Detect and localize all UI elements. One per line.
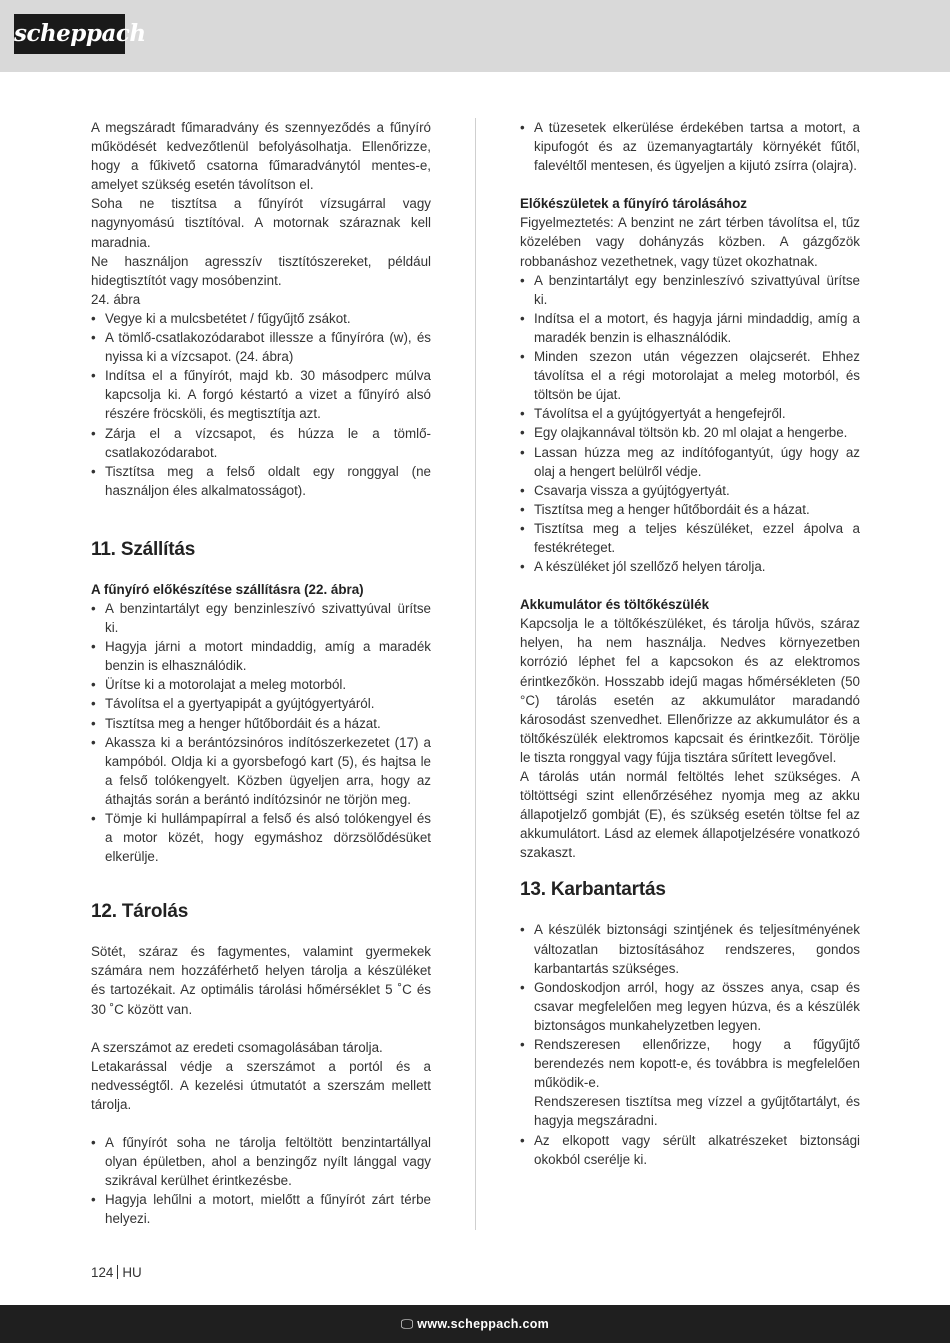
monitor-icon: 🖵	[400, 1317, 414, 1331]
list-item: • Indítsa el a motort, és hagyja járni mindaddig, amíg a maradék benzin is elhasználódik.	[520, 309, 860, 347]
list-item: • A tömlő-csatlakozódarabot illessze a fűnyíróra (w), és nyissa ki a vízcsapot. (24. ábra)	[91, 328, 431, 366]
separator	[117, 1265, 118, 1279]
page-number	[91, 1265, 142, 1280]
bullet-list	[520, 271, 860, 577]
section-heading-transport: 11. Szállítás	[91, 538, 196, 560]
list-item: • Tisztítsa meg a teljes készüléket, ezzel ápolva a festékréteget.	[520, 519, 860, 557]
list-item: • Gondoskodjon arról, hogy az összes anya, csap és csavar megfelelően meg legyen húzva, és a készülék biztonságos munkahelyzetben legyen.	[520, 978, 860, 1035]
list-item-text: • Rendszeresen ellenőrizze, hogy a fűgyűjtő berendezés nem kopott-e, és továbbra is megfelelően működik-e.	[534, 1037, 860, 1091]
list-item: • Hagyja lehűlni a motort, mielőtt a fűnyírót zárt térbe helyezi.	[91, 1190, 431, 1228]
paragraph: Soha ne tisztítsa a fűnyírót vízsugárral vagy nagynyomású tisztítóval. A motornak száraznak kell maradnia.	[91, 196, 431, 250]
list-item: • Lassan húzza meg az indítófogantyút, úgy hogy az olaj a hengert belülről védje.	[520, 443, 860, 481]
section-heading-storage: 12. Tárolás	[91, 901, 189, 923]
header-band	[0, 0, 950, 72]
list-item: • Az elkopott vagy sérült alkatrészeket biztonsági okokból cserélje ki.	[520, 1131, 860, 1169]
bullet-list	[91, 599, 431, 866]
list-item: • Távolítsa el a gyertyapipát a gyújtógyertyáról.	[91, 694, 431, 713]
list-item: • Minden szezon után végezzen olajcserét. Ehhez távolítsa el a régi motorolajat a meleg motorból, és töltsön be újat.	[520, 347, 860, 404]
list-item: • A benzintartályt egy benzinleszívó szivattyúval ürítse ki.	[91, 599, 431, 637]
list-item: • Tisztítsa meg a henger hűtőbordáit és a házat.	[520, 500, 860, 519]
paragraph: Ne használjon agresszív tisztítószereket, például hidegtisztítót vagy mosóbenzint.	[91, 253, 431, 288]
subsection-heading: A fűnyíró előkészítése szállításra (22. ábra)	[91, 581, 364, 597]
subsection-heading: Előkészületek a fűnyíró tárolásához	[520, 196, 747, 212]
subsection-heading: Akkumulátor és töltőkészülék	[520, 597, 710, 613]
paragraph: A tárolás után normál feltöltés lehet szükséges. A töltöttségi szint ellenőrzéséhez nyomja meg az akku állapotjelző gombját (E), és szükség esetén töltse fel az akkumulátort. Lásd az elemek állapotjelzésére vonatkozó szakaszt.	[520, 769, 860, 861]
paragraph: Sötét, száraz és fagymentes, valamint gyermekek számára nem hozzáférhető helyen tárolja a készüléket és tartozékait. Az optimális tárolási hőmérséklet 5 ˚C és 30 ˚C között van.	[91, 944, 431, 1017]
list-item: • A benzintartályt egy benzinleszívó szivattyúval ürítse ki.	[520, 271, 860, 309]
list-item-text: Rendszeresen tisztítsa meg vízzel a gyűjtőtartályt, és hagyja megszáradni.	[534, 1094, 860, 1129]
list-item: • Egy olajkannával töltsön kb. 20 ml olajat a hengerbe.	[520, 423, 860, 442]
list-item: • Ürítse ki a motorolajat a meleg motorból.	[91, 675, 431, 694]
list-item: • Zárja el a vízcsapot, és húzza le a tömlő-csatlakozódarabot.	[91, 424, 431, 462]
list-item: • Tömje ki hullámpapírral a felső és alsó tolókengyel és a motor közét, hogy egymáshoz dörzsölődésüket elkerülje.	[91, 809, 431, 866]
bullet-list	[91, 309, 431, 500]
right-column	[520, 118, 860, 1169]
list-item: • Csavarja vissza a gyújtógyertyát.	[520, 481, 860, 500]
section-heading-maintenance: 13. Karbantartás	[520, 879, 666, 901]
list-item: • Indítsa el a fűnyírót, majd kb. 30 másodperc múlva kapcsolja ki. A forgó késtartó a vizet a fűnyíró alsó részére fröcsköli, és megtisztítja azt.	[91, 366, 431, 423]
column-divider	[475, 118, 476, 1230]
language-code: HU	[122, 1265, 142, 1280]
list-item: • Távolítsa el a gyújtógyertyát a hengefejről.	[520, 404, 860, 423]
paragraph: Figyelmeztetés: A benzint ne zárt térben távolítsa el, tűz közelében vagy dohányzás közben. A gázgőzök robbanáshoz vezethetnek, vagy tüzet okozhatnak.	[520, 215, 860, 269]
website-link[interactable]: www.scheppach.com	[417, 1317, 550, 1331]
list-item: • A fűnyírót soha ne tárolja feltöltött benzintartállyal olyan épületben, ahol a benzingőz nyílt lánggal vagy szikrával kerülhet érintkezésbe.	[91, 1133, 431, 1190]
footer-band	[0, 1305, 950, 1343]
list-item: • A készülék biztonsági szintjének és teljesítményének változatlan biztosításához rendszeres, gondos karbantartás szükséges.	[520, 920, 860, 977]
paragraph: Kapcsolja le a töltőkészüléket, és tárolja hűvös, száraz helyen, ha nem használja. Nedves környezetben korrózió léphet fel a kapcsokon és az elektromos érintkezőkön. Hosszabb idejű magas hőmérsékleten (50 °C) tárolás esetén az akkumulátor maradandó károsodást szenvedhet. Ellenőrizze az akkumulátor és a töltőkészülék elektromos kapcsait és érintkezőit. Törölje le tiszta ronggyal vagy fújja tisztára sűrített levegővel.	[520, 616, 860, 765]
bullet-list	[520, 920, 860, 1168]
paragraph: A szerszámot az eredeti csomagolásában tárolja.	[91, 1039, 383, 1055]
list-item: • A tüzesetek elkerülése érdekében tartsa a motort, a kipufogót és az üzemanyagtartály környékét fűtől, falevéltől mentesen, és ügyeljen a kijutó zsírra (olajra).	[520, 118, 860, 175]
list-item	[520, 1035, 860, 1130]
figure-reference: 24. ábra	[91, 291, 141, 307]
page-number-value: 124	[91, 1265, 114, 1280]
list-item: • Akassza ki a berántózsinóros indítószerkezetet (17) a kampóból. Oldja ki a gyorsbefogó kart (5), és hajtsa le a felső tolókengyelt. Közben ügyeljen arra, hogy az áthajtás során a berántó indítózsinór ne törjön meg.	[91, 733, 431, 809]
paragraph: A megszáradt fűmaradvány és szennyeződés a fűnyíró működését kedvezőtlenül befolyásolhatja. Ellenőrizze, hogy a fűkivető csatorna fűmaradványtól mentes-e, amelyet szükség esetén távolítson el.	[91, 120, 431, 193]
left-column	[91, 118, 431, 1229]
list-item: • Tisztítsa meg a felső oldalt egy ronggyal (ne használjon éles alkalmatosságot).	[91, 462, 431, 500]
scheppach-logo: scheppach	[14, 14, 125, 54]
list-item: • A készüléket jól szellőző helyen tárolja.	[520, 557, 860, 576]
bullet-list	[520, 118, 860, 175]
list-item: • Tisztítsa meg a henger hűtőbordáit és a házat.	[91, 714, 431, 733]
list-item: • Vegye ki a mulcsbetétet / fűgyűjtő zsákot.	[91, 309, 431, 328]
paragraph: Letakarással védje a szerszámot a portól és a nedvességtől. A kezelési útmutatót a szerszám mellett tárolja.	[91, 1058, 431, 1112]
list-item: • Hagyja járni a motort mindaddig, amíg a maradék benzin is elhasználódik.	[91, 637, 431, 675]
bullet-list	[91, 1133, 431, 1228]
